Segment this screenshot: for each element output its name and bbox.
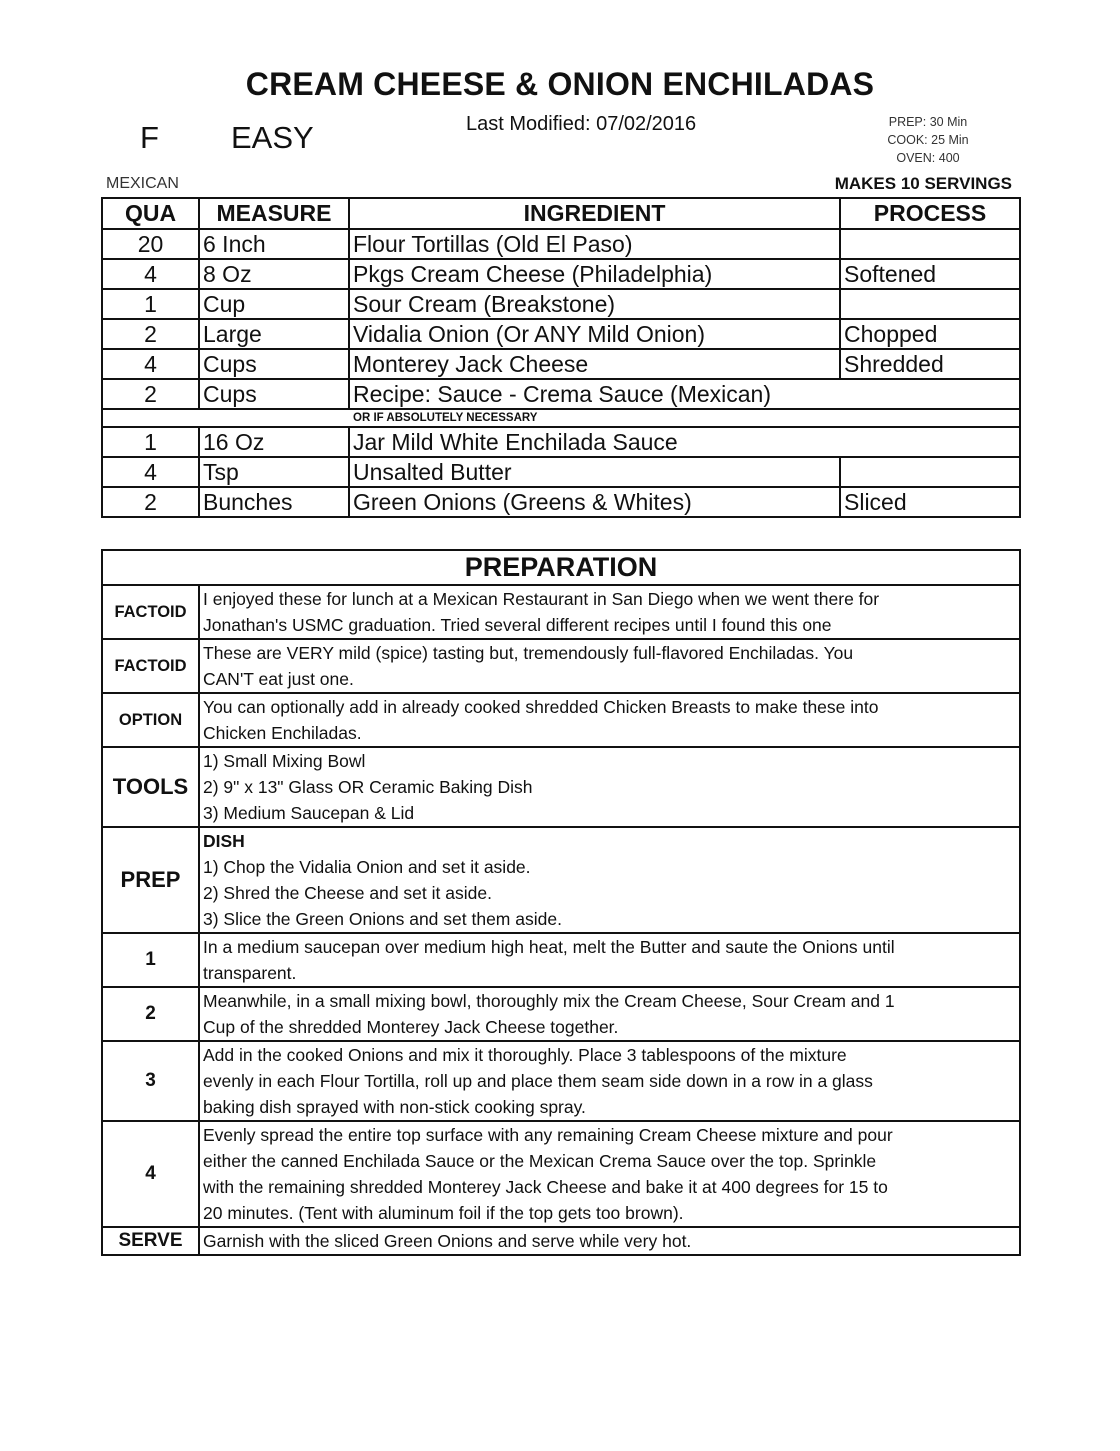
- prep-row: [102, 693, 1020, 747]
- ingredient-measure: 6 Inch: [199, 229, 349, 259]
- prep-row: [102, 639, 1020, 693]
- ingredient-row: [102, 379, 1020, 409]
- recipe-title: CREAM CHEESE & ONION ENCHILADAS: [245, 66, 875, 102]
- prep-row: [102, 1041, 1020, 1121]
- prep-label: OPTION: [102, 693, 199, 747]
- alternate-note-row: [102, 409, 1020, 427]
- ingredient-name: Green Onions (Greens & Whites): [349, 487, 840, 517]
- prep-line: 1) Chop the Vidalia Onion and set it aside.: [203, 857, 531, 877]
- ingredient-process: [840, 229, 1020, 259]
- ingredient-measure: Large: [199, 319, 349, 349]
- ingredient-process: Sliced: [840, 487, 1020, 517]
- ingredient-qty: 2: [102, 379, 199, 409]
- prep-line: Cup of the shredded Monterey Jack Cheese together.: [203, 1017, 619, 1037]
- ingredient-qty: 4: [102, 457, 199, 487]
- ingredient-measure: Tsp: [199, 457, 349, 487]
- recipe-code: F: [140, 120, 159, 155]
- prep-line: 2) 9" x 13" Glass OR Ceramic Baking Dish: [203, 777, 533, 797]
- ingredient-name: Flour Tortillas (Old El Paso): [349, 229, 840, 259]
- prep-line: Add in the cooked Onions and mix it thoroughly. Place 3 tablespoons of the mixture: [203, 1045, 847, 1065]
- ingredients-header-row: [102, 198, 1020, 229]
- ingredient-measure: Cups: [199, 349, 349, 379]
- prep-text: [199, 693, 1020, 747]
- ingredient-row: [102, 229, 1020, 259]
- prep-heading: DISH: [203, 831, 245, 851]
- prep-line: CAN'T eat just one.: [203, 669, 354, 689]
- prep-text: [199, 987, 1020, 1041]
- ingredient-name: Unsalted Butter: [349, 457, 840, 487]
- col-header-measure: MEASURE: [199, 198, 349, 229]
- prep-label: 2: [102, 987, 199, 1041]
- ingredient-row: [102, 427, 1020, 457]
- ingredient-measure: Cups: [199, 379, 349, 409]
- prep-line: baking dish sprayed with non-stick cooking spray.: [203, 1097, 586, 1117]
- prep-label: 1: [102, 933, 199, 987]
- ingredient-qty: 20: [102, 229, 199, 259]
- prep-label: 4: [102, 1121, 199, 1227]
- prep-row: [102, 585, 1020, 639]
- ingredient-qty: 2: [102, 487, 199, 517]
- prep-time: PREP: 30 Min: [888, 115, 968, 129]
- cook-time: COOK: 25 Min: [887, 133, 969, 147]
- ingredient-measure: Cup: [199, 289, 349, 319]
- prep-label: PREP: [102, 827, 199, 933]
- alternate-note: OR IF ABSOLUTELY NECESSARY: [102, 409, 1020, 427]
- prep-row: [102, 987, 1020, 1041]
- ingredient-row: [102, 457, 1020, 487]
- prep-line: In a medium saucepan over medium high heat, melt the Butter and saute the Onions until: [203, 937, 895, 957]
- ingredient-qty: 1: [102, 289, 199, 319]
- prep-label: FACTOID: [102, 585, 199, 639]
- ingredient-process: Softened: [840, 259, 1020, 289]
- ingredient-process: Shredded: [840, 349, 1020, 379]
- ingredient-measure: Bunches: [199, 487, 349, 517]
- prep-text: [199, 1041, 1020, 1121]
- ingredient-process: Chopped: [840, 319, 1020, 349]
- prep-line: Evenly spread the entire top surface with any remaining Cream Cheese mixture and pour: [203, 1125, 893, 1145]
- prep-line: You can optionally add in already cooked shredded Chicken Breasts to make these into: [203, 697, 879, 717]
- ingredient-name: Recipe: Sauce - Crema Sauce (Mexican): [349, 379, 1020, 409]
- ingredient-process: [840, 289, 1020, 319]
- prep-row: [102, 1121, 1020, 1227]
- prep-line: 3) Medium Saucepan & Lid: [203, 803, 415, 823]
- col-header-process: PROCESS: [840, 198, 1020, 229]
- prep-line: 2) Shred the Cheese and set it aside.: [203, 883, 492, 903]
- preparation-table: [101, 549, 1021, 1256]
- prep-text: [199, 1227, 1020, 1255]
- oven-temp: OVEN: 400: [896, 151, 960, 165]
- ingredient-name: Monterey Jack Cheese: [349, 349, 840, 379]
- servings-label: MAKES 10 SERVINGS: [834, 174, 1012, 193]
- col-header-qty: QUA: [102, 198, 199, 229]
- ingredient-measure: 8 Oz: [199, 259, 349, 289]
- prep-line: either the canned Enchilada Sauce or the Mexican Crema Sauce over the top. Sprinkle: [203, 1151, 877, 1171]
- prep-row: [102, 933, 1020, 987]
- time-info: [860, 113, 996, 167]
- preparation-header-row: [102, 550, 1020, 585]
- prep-text: [199, 639, 1020, 693]
- prep-line: 1) Small Mixing Bowl: [203, 751, 366, 771]
- prep-text: [199, 747, 1020, 827]
- prep-text: [199, 827, 1020, 933]
- ingredient-measure: 16 Oz: [199, 427, 349, 457]
- prep-line: Jonathan's USMC graduation. Tried several different recipes until I found this one: [203, 615, 832, 635]
- ingredient-name: Vidalia Onion (Or ANY Mild Onion): [349, 319, 840, 349]
- ingredient-row: [102, 349, 1020, 379]
- ingredient-name: Jar Mild White Enchilada Sauce: [349, 427, 1020, 457]
- ingredient-qty: 4: [102, 349, 199, 379]
- prep-line: 3) Slice the Green Onions and set them aside.: [203, 909, 562, 929]
- preparation-title: PREPARATION: [102, 550, 1020, 585]
- prep-text: [199, 1121, 1020, 1227]
- prep-label: 3: [102, 1041, 199, 1121]
- ingredient-qty: 4: [102, 259, 199, 289]
- prep-line: transparent.: [203, 963, 297, 983]
- prep-line: evenly in each Flour Tortilla, roll up and place them seam side down in a row in a glass: [203, 1071, 873, 1091]
- ingredients-table: [101, 197, 1021, 518]
- cuisine-label: MEXICAN: [106, 175, 179, 192]
- prep-line: Meanwhile, in a small mixing bowl, thoroughly mix the Cream Cheese, Sour Cream and 1: [203, 991, 895, 1011]
- prep-row: [102, 1227, 1020, 1255]
- ingredient-process: [840, 457, 1020, 487]
- last-modified: Last Modified: 07/02/2016: [466, 113, 697, 135]
- ingredient-qty: 2: [102, 319, 199, 349]
- prep-label: FACTOID: [102, 639, 199, 693]
- prep-line: 20 minutes. (Tent with aluminum foil if the top gets too brown).: [203, 1203, 684, 1223]
- ingredient-row: [102, 319, 1020, 349]
- prep-row: [102, 827, 1020, 933]
- prep-line: Chicken Enchiladas.: [203, 723, 362, 743]
- prep-line: with the remaining shredded Monterey Jack Cheese and bake it at 400 degrees for 15 to: [203, 1177, 888, 1197]
- ingredient-name: Sour Cream (Breakstone): [349, 289, 840, 319]
- ingredient-name: Pkgs Cream Cheese (Philadelphia): [349, 259, 840, 289]
- col-header-ingredient: INGREDIENT: [349, 198, 840, 229]
- prep-line: I enjoyed these for lunch at a Mexican Restaurant in San Diego when we went there for: [203, 589, 880, 609]
- ingredient-row: [102, 487, 1020, 517]
- prep-row: [102, 747, 1020, 827]
- ingredient-row: [102, 259, 1020, 289]
- prep-text: [199, 585, 1020, 639]
- prep-line: Garnish with the sliced Green Onions and serve while very hot.: [203, 1231, 692, 1251]
- difficulty-label: EASY: [231, 120, 314, 155]
- prep-label: SERVE: [102, 1227, 199, 1255]
- ingredient-qty: 1: [102, 427, 199, 457]
- prep-label: TOOLS: [102, 747, 199, 827]
- ingredient-row: [102, 289, 1020, 319]
- prep-text: [199, 933, 1020, 987]
- prep-line: These are VERY mild (spice) tasting but, tremendously full-flavored Enchiladas. You: [203, 643, 854, 663]
